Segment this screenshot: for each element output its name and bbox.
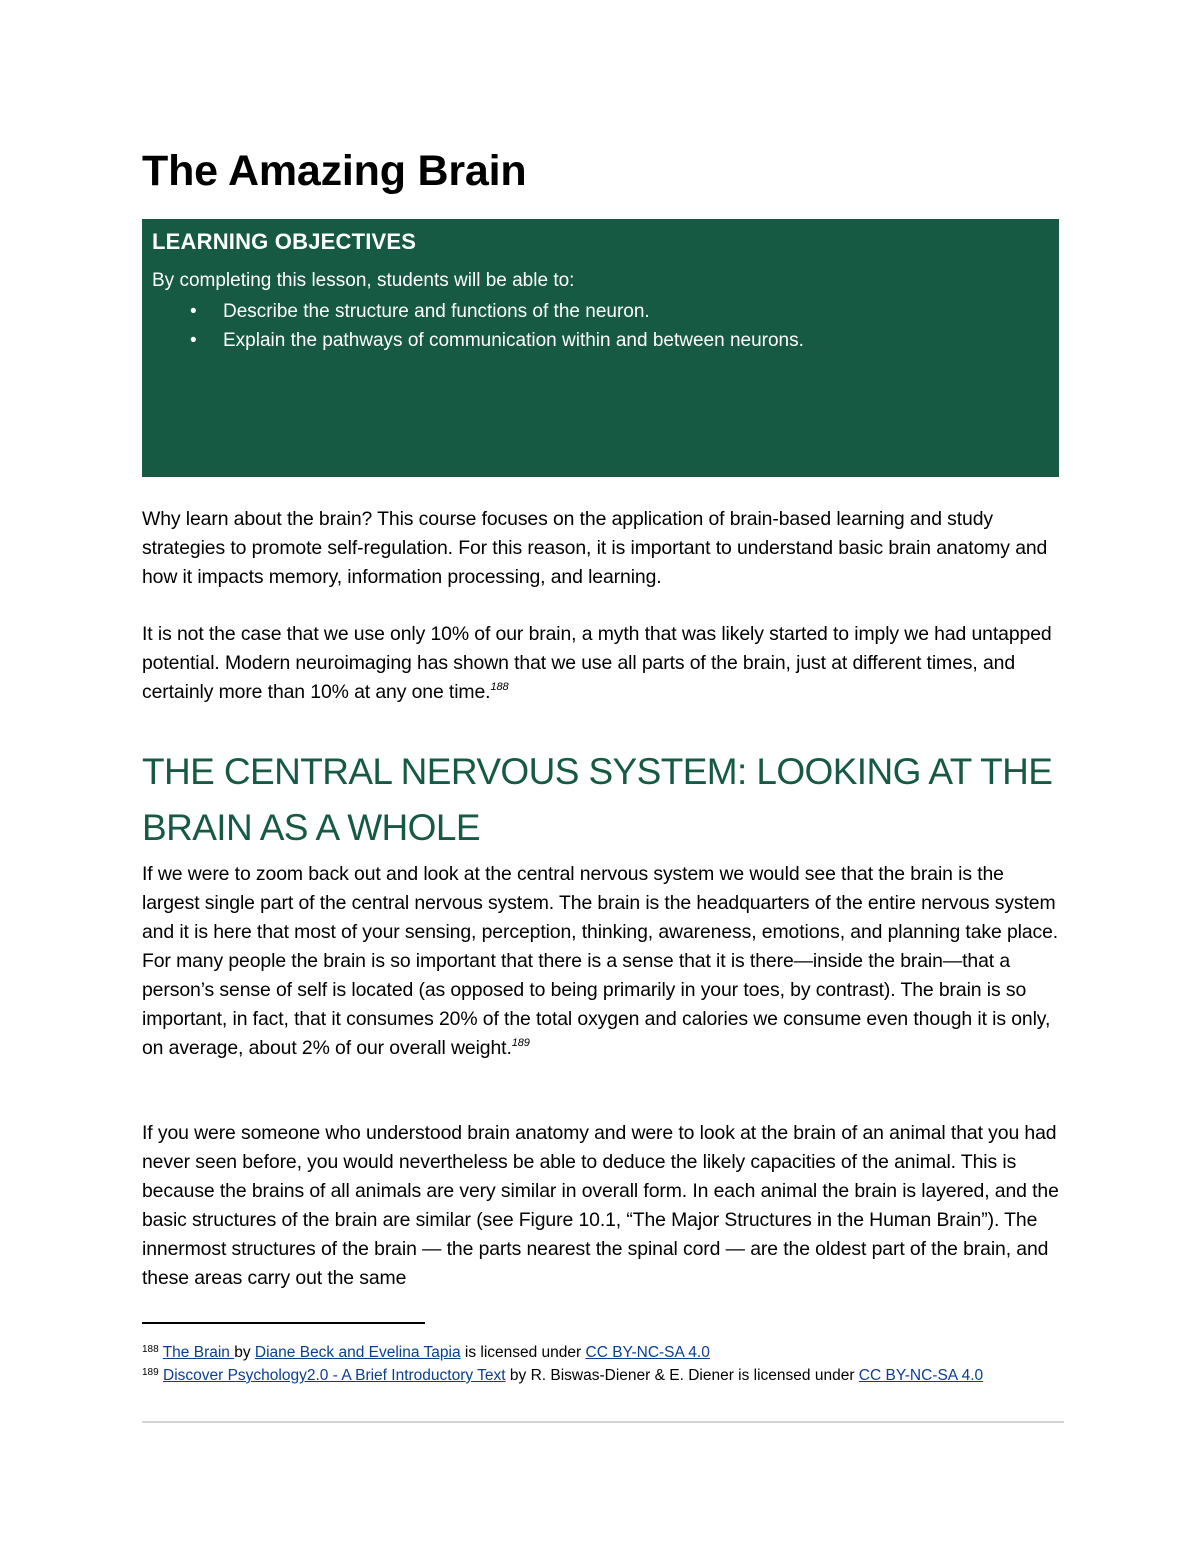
- paragraph-text: Why learn about the brain? This course focuses on the application of brain-based learning and study strategies to promote self-regulation. For this reason, it is important to understand basic brain anatomy and how it impacts memory, information processing, and learning.: [142, 508, 1048, 588]
- footnote-license-link[interactable]: CC BY-NC-SA 4.0: [585, 1344, 710, 1361]
- paragraph-text: If you were someone who understood brain anatomy and were to look at the brain of an animal that you had never seen before, you would nevertheless be able to deduce the likely capacities of the animal. This is because the brains of all animals are very similar in overall form. In each animal the brain is layered, and the basic structures of the brain are similar (see Figure 10.1, “The Major Structures in the Human Brain”). The innermost structures of the brain — the parts nearest the spinal cord — are the oldest part of the brain, and these areas carry out the same: [142, 1122, 1059, 1289]
- footnotes: [142, 1341, 1060, 1387]
- footnote-work-link[interactable]: Discover Psychology2.0 - A Brief Introductory Text: [163, 1367, 506, 1384]
- paragraph-text: If we were to zoom back out and look at the central nervous system we would see that the brain is the largest single part of the central nervous system. The brain is the headquarters of the entire nervous system and it is here that most of your sensing, perception, thinking, awareness, emotions, and planning take place. For many people the brain is so important that there is a sense that it is there—inside the brain—that a person’s sense of self is located (as opposed to being primarily in your toes, by contrast). The brain is so important, in fact, that it consumes 20% of the total oxygen and calories we consume even though it is only, on average, about 2% of our overall weight.: [142, 863, 1059, 1059]
- objective-item: [152, 297, 1049, 326]
- objective-text: Describe the structure and functions of the neuron.: [223, 301, 650, 322]
- objectives-list: [152, 297, 1049, 355]
- learning-objectives-box: [142, 219, 1059, 477]
- footnote-work-link[interactable]: The Brain: [162, 1344, 235, 1361]
- intro-paragraph: [142, 505, 1060, 592]
- page-title: The Amazing Brain: [142, 147, 527, 195]
- bullet-icon: •: [190, 330, 197, 351]
- footnote-authors-link[interactable]: Diane Beck and Evelina Tapia: [254, 1344, 461, 1361]
- bullet-icon: •: [190, 301, 197, 322]
- page-bottom-divider: [142, 1421, 1064, 1423]
- footnote-reference[interactable]: 188: [490, 681, 509, 693]
- objectives-heading: LEARNING OBJECTIVES: [152, 229, 417, 254]
- footnote-number: 189: [142, 1367, 159, 1378]
- objective-item: [152, 326, 1049, 355]
- footnote: [142, 1341, 1060, 1364]
- objective-text: Explain the pathways of communication within and between neurons.: [223, 330, 804, 351]
- footnote: [142, 1364, 1060, 1387]
- objectives-intro: By completing this lesson, students will be able to:: [152, 270, 575, 291]
- footnote-license-text: is licensed under: [460, 1344, 586, 1361]
- footnote-by-text: by: [234, 1344, 255, 1361]
- footnote-number: 188: [142, 1344, 159, 1355]
- intro-paragraph: [142, 620, 1060, 707]
- section-paragraph: [142, 860, 1060, 1063]
- footnote-by-text: by R. Biswas-Diener & E. Diener is licensed under: [505, 1367, 859, 1384]
- footnote-separator: [142, 1322, 425, 1324]
- section-paragraph: [142, 1119, 1060, 1293]
- paragraph-text: It is not the case that we use only 10% of our brain, a myth that was likely started to imply we had untapped potential. Modern neuroimaging has shown that we use all parts of the brain, just at different times, and certainly more than 10% at any one time.: [142, 623, 1052, 703]
- footnote-reference[interactable]: 189: [511, 1037, 530, 1049]
- section-heading: THE CENTRAL NERVOUS SYSTEM: LOOKING AT THE BRAIN AS A WHOLE: [142, 751, 1053, 848]
- footnote-license-link[interactable]: CC BY-NC-SA 4.0: [858, 1367, 984, 1384]
